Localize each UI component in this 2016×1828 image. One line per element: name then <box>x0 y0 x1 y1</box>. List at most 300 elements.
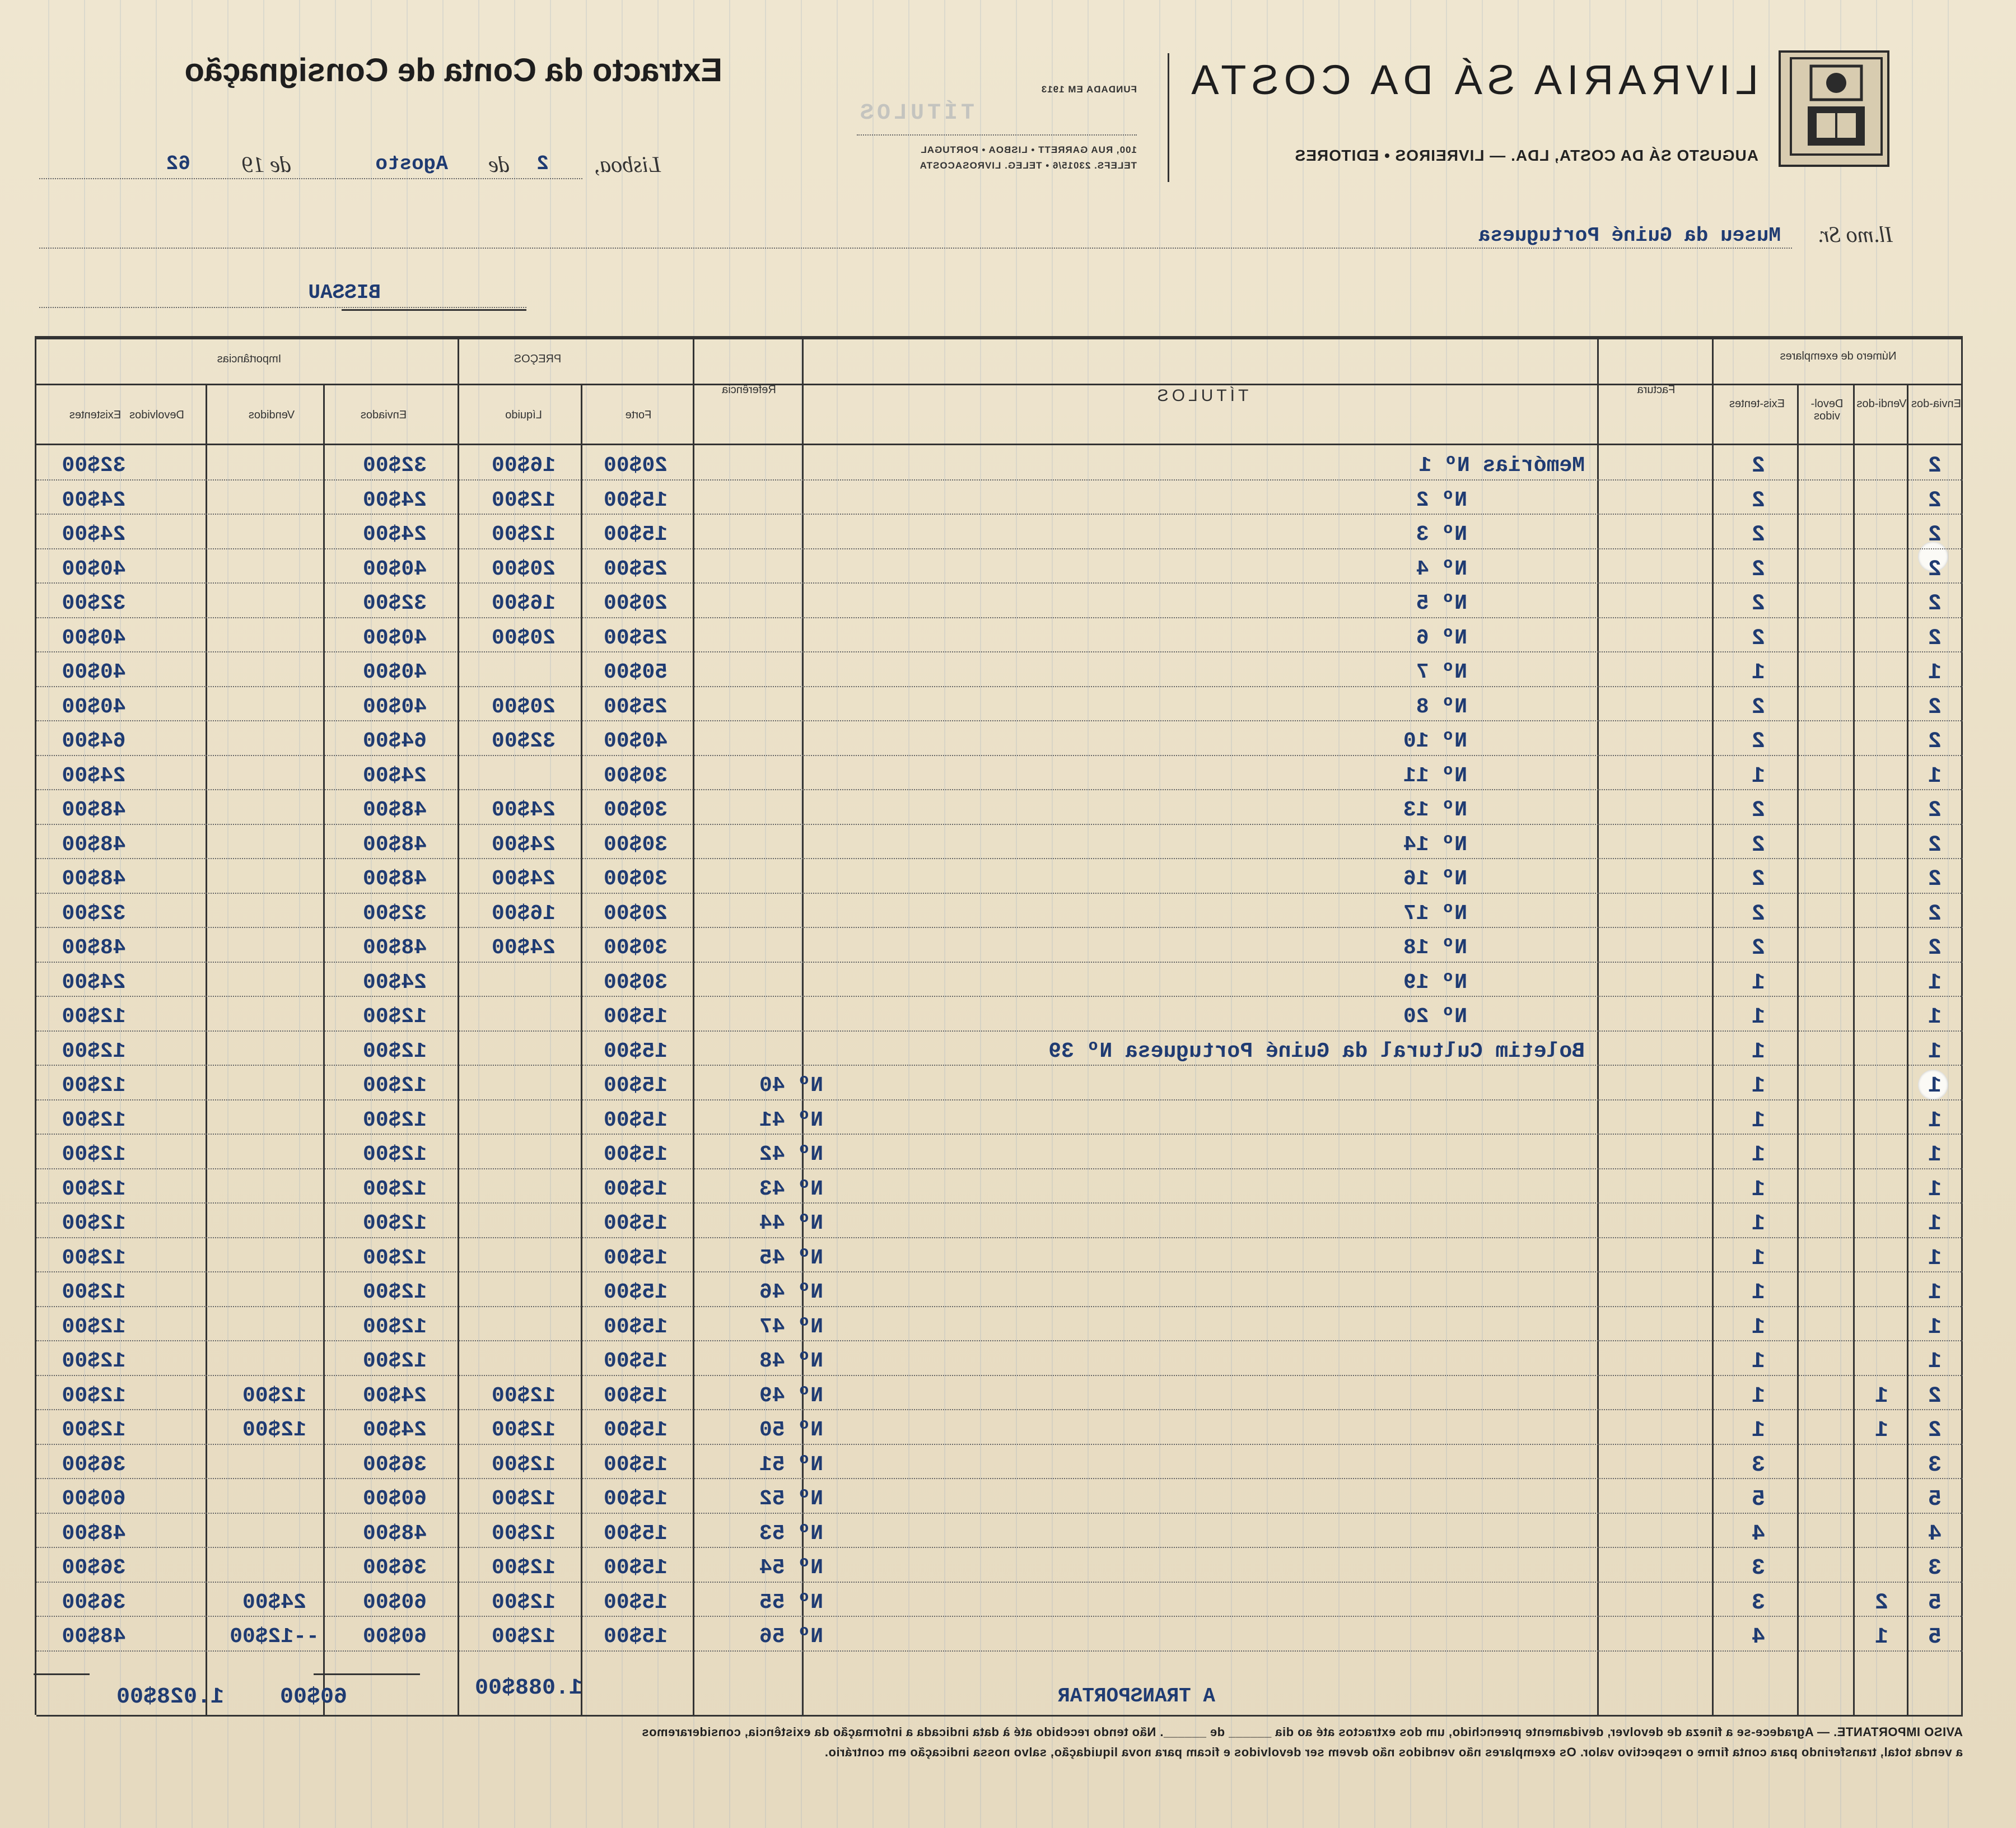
date-year-prefix: de 19 <box>242 152 291 177</box>
row-rule <box>36 789 1963 790</box>
row-rule <box>36 1237 1963 1238</box>
cell-existentes: 3 <box>1752 1556 1766 1581</box>
rule <box>857 134 1137 136</box>
cell-titulo: Nº 49 <box>759 1383 823 1408</box>
cell-imp-enviados: 36$00 <box>362 1452 427 1477</box>
cell-existentes: 4 <box>1752 1521 1766 1547</box>
cell-imp-enviados: 48$00 <box>362 936 427 960</box>
cell-titulo: Nº 40 <box>759 1074 823 1098</box>
cell-forte: 15$00 <box>603 1177 668 1201</box>
cell-forte: 20$00 <box>603 454 668 478</box>
cell-imp-existentes: 48$00 <box>62 1625 126 1649</box>
cell-forte: 25$00 <box>603 626 668 650</box>
cell-imp-enviados: 48$00 <box>362 867 427 891</box>
cell-enviados: 3 <box>1928 1452 1942 1478</box>
cell-liquido: 32$00 <box>491 729 556 753</box>
founded-text: FUNDADA EM 1913 <box>1040 84 1137 95</box>
cell-liquido: 12$00 <box>491 1383 556 1408</box>
cell-existentes: 2 <box>1752 832 1766 858</box>
cell-liquido: 12$00 <box>491 1521 556 1546</box>
rule <box>342 309 526 311</box>
cell-imp-enviados: 48$00 <box>362 798 427 822</box>
cell-existentes: 2 <box>1752 936 1766 961</box>
cell-enviados: 2 <box>1928 454 1942 479</box>
cell-forte: 15$00 <box>603 1005 668 1029</box>
cell-forte: 30$00 <box>603 832 668 857</box>
cell-existentes: 2 <box>1752 867 1766 892</box>
cell-enviados: 5 <box>1928 1487 1942 1512</box>
row-rule <box>36 582 1963 584</box>
cell-titulo: Nº 42 <box>759 1142 823 1167</box>
company-subtitle: AUGUSTO SÁ DA COSTA, LDA. — LIVREIROS • EDITORES <box>1294 147 1758 164</box>
cell-enviados: 2 <box>1928 523 1942 548</box>
cell-existentes: 1 <box>1752 970 1766 996</box>
cell-existentes: 1 <box>1752 1314 1766 1340</box>
cell-existentes: 1 <box>1752 1005 1766 1030</box>
cell-titulo: Boletim Cultural da Guiné Portuguesa Nº 39 <box>1048 1039 1585 1064</box>
cell-existentes: 2 <box>1752 694 1766 720</box>
row-rule <box>36 1513 1963 1514</box>
cell-forte: 15$00 <box>603 1487 668 1511</box>
cell-existentes: 1 <box>1752 1177 1766 1202</box>
cell-existentes: 1 <box>1752 1142 1766 1168</box>
grid-line <box>1804 0 1805 1828</box>
grid-line <box>192 0 193 1828</box>
cell-forte: 30$00 <box>603 798 668 822</box>
grid-line <box>1697 0 1698 1828</box>
cell-vendidos: 1 <box>1875 1383 1889 1409</box>
address-line-2: TELEFS. 23015/6 • TELEG. LIVROSACOSTA <box>919 160 1137 171</box>
cell-vendidos: 1 <box>1875 1418 1889 1443</box>
cell-enviados: 1 <box>1928 1246 1942 1271</box>
cell-forte: 15$00 <box>603 1280 668 1304</box>
cell-liquido: 16$00 <box>491 901 556 926</box>
cell-imp-existentes: 48$00 <box>62 832 126 857</box>
grid-line <box>227 0 228 1828</box>
cell-enviados: 2 <box>1928 694 1942 720</box>
row-rule <box>36 686 1963 687</box>
row-rule <box>36 720 1963 721</box>
cell-imp-enviados: 48$00 <box>362 832 427 857</box>
cell-existentes: 4 <box>1752 1625 1766 1650</box>
address-line-1: 100, RUA GARRETT • LISBOA • PORTUGAL <box>920 144 1137 155</box>
col-existentes: Exis-tentes <box>1729 398 1785 410</box>
cell-imp-enviados: 32$00 <box>362 591 427 615</box>
cell-titulo: Nº 56 <box>759 1625 823 1649</box>
cell-titulo: Nº 2 <box>1416 488 1467 512</box>
cell-imp-existentes: 12$00 <box>62 1177 126 1201</box>
cell-enviados: 1 <box>1928 1211 1942 1237</box>
cell-liquido: 20$00 <box>491 694 556 719</box>
cell-titulo: Nº 6 <box>1416 626 1467 650</box>
cell-enviados: 1 <box>1928 1349 1942 1374</box>
cell-titulo: Nº 41 <box>759 1108 823 1132</box>
cell-imp-existentes: 12$00 <box>62 1039 126 1064</box>
cell-imp-existentes: 36$00 <box>62 1556 126 1580</box>
row-rule <box>36 1547 1963 1548</box>
row-rule <box>36 1202 1963 1204</box>
cell-imp-enviados: 12$00 <box>362 1280 427 1304</box>
cell-imp-existentes: 48$00 <box>62 798 126 822</box>
cell-existentes: 1 <box>1752 1246 1766 1271</box>
cell-forte: 30$00 <box>603 936 668 960</box>
col-vendidos: Vendi-dos <box>1856 398 1907 410</box>
column-divider <box>1961 336 1963 1715</box>
cell-imp-existentes: 12$00 <box>62 1314 126 1339</box>
cell-existentes: 2 <box>1752 557 1766 582</box>
cell-enviados: 1 <box>1928 1108 1942 1134</box>
recipient-name: Museu da Guiné Portuguesa <box>1478 224 1781 247</box>
cell-imp-existentes: 36$00 <box>62 1452 126 1477</box>
cell-enviados: 2 <box>1928 488 1942 514</box>
cell-existentes: 1 <box>1752 1039 1766 1065</box>
cell-forte: 15$00 <box>603 1383 668 1408</box>
grid-line <box>729 0 730 1828</box>
place-label: Lisboa, <box>594 152 661 177</box>
cell-imp-existentes: 12$00 <box>62 1383 126 1408</box>
row-rule <box>36 1065 1963 1066</box>
cell-liquido: 24$00 <box>491 867 556 891</box>
cell-enviados: 5 <box>1928 1625 1942 1650</box>
cell-forte: 30$00 <box>603 970 668 995</box>
total-label: A TRANSPORTAR <box>1058 1685 1215 1708</box>
cell-forte: 30$00 <box>603 763 668 788</box>
cell-imp-existentes: 40$00 <box>62 660 126 684</box>
date-month: Agosto <box>375 152 448 175</box>
table-top-rule <box>36 336 1963 339</box>
cell-enviados: 2 <box>1928 626 1942 651</box>
city-line <box>39 307 526 308</box>
cell-titulo: Nº 18 <box>1403 936 1467 960</box>
row-rule <box>36 824 1963 825</box>
cell-enviados: 2 <box>1928 798 1942 823</box>
cell-forte: 15$00 <box>603 1246 668 1270</box>
grid-line <box>299 0 300 1828</box>
col-group-importancias: Importâncias <box>217 353 282 365</box>
column-divider <box>1712 336 1714 1715</box>
notice-line-2: a venda total, transferindo para conta firme o respectivo valor. Os exemplares não vendidos não devem ser devolvidos e ficam para nova liquidação, salvo nossa indicação em contrário. <box>824 1745 1963 1759</box>
row-rule <box>36 479 1963 481</box>
cell-enviados: 1 <box>1928 1314 1942 1340</box>
cell-imp-existentes: 40$00 <box>62 557 126 581</box>
cell-enviados: 2 <box>1928 1418 1942 1443</box>
cell-forte: 15$00 <box>603 1590 668 1615</box>
cell-imp-vendidos: 12$00 <box>242 1418 307 1442</box>
cell-titulo: Nº 44 <box>759 1211 823 1235</box>
grid-line <box>1661 0 1662 1828</box>
cell-titulo: Nº 47 <box>759 1314 823 1339</box>
grid-line <box>765 0 766 1828</box>
cell-existentes: 2 <box>1752 591 1766 617</box>
cell-titulo: Nº 7 <box>1416 660 1467 684</box>
cell-imp-enviados: 12$00 <box>362 1314 427 1339</box>
cell-imp-existentes: 12$00 <box>62 1142 126 1167</box>
cell-imp-enviados: 60$00 <box>362 1590 427 1615</box>
cell-imp-enviados: 40$00 <box>362 626 427 650</box>
cell-liquido: 12$00 <box>491 1487 556 1511</box>
cell-forte: 15$00 <box>603 1349 668 1373</box>
cell-imp-enviados: 24$00 <box>362 970 427 995</box>
row-rule <box>36 1030 1963 1032</box>
cell-liquido: 20$00 <box>491 557 556 581</box>
row-rule <box>36 1271 1963 1272</box>
col-factura: Factura <box>1637 384 1676 396</box>
cell-existentes: 1 <box>1752 1418 1766 1443</box>
row-rule <box>36 755 1963 756</box>
cell-titulo: Nº 14 <box>1403 832 1467 857</box>
cell-liquido: 12$00 <box>491 1590 556 1615</box>
cell-imp-enviados: 12$00 <box>362 1177 427 1201</box>
row-rule <box>36 1340 1963 1341</box>
cell-imp-enviados: 40$00 <box>362 694 427 719</box>
date-day: 2 <box>536 152 549 175</box>
col-devolvidos: Devol-vidos <box>1810 398 1844 422</box>
cell-imp-existentes: 32$00 <box>62 901 126 926</box>
cell-titulo: Nº 13 <box>1403 798 1467 822</box>
cell-imp-existentes: 48$00 <box>62 936 126 960</box>
cell-forte: 15$00 <box>603 1314 668 1339</box>
cell-imp-enviados: 24$00 <box>362 763 427 788</box>
cell-enviados: 2 <box>1928 936 1942 961</box>
cell-titulo: Nº 4 <box>1416 557 1467 581</box>
cell-imp-enviados: 12$00 <box>362 1349 427 1373</box>
cell-titulo: Nº 3 <box>1416 523 1467 547</box>
cell-imp-vendidos: --12$00 <box>230 1625 319 1649</box>
cell-imp-existentes: 24$00 <box>62 763 126 788</box>
row-rule <box>36 1478 1963 1479</box>
grid-line <box>263 0 264 1828</box>
cell-enviados: 1 <box>1928 1177 1942 1202</box>
row-rule <box>36 1616 1963 1617</box>
table-bottom-rule <box>36 1715 1963 1717</box>
cell-imp-vendidos: 24$00 <box>242 1590 307 1615</box>
cell-titulo: Nº 43 <box>759 1177 823 1201</box>
cell-imp-enviados: 24$00 <box>362 1418 427 1442</box>
cell-imp-existentes: 12$00 <box>62 1005 126 1029</box>
cell-existentes: 1 <box>1752 660 1766 686</box>
header-bottom-rule <box>36 444 1963 445</box>
cell-imp-existentes: 40$00 <box>62 626 126 650</box>
cell-titulo: Nº 51 <box>759 1452 823 1477</box>
cell-imp-enviados: 12$00 <box>362 1039 427 1064</box>
recipient-label: Il.mo Sr. <box>1817 222 1893 247</box>
col-imp-enviados: Enviados <box>360 409 407 421</box>
cell-enviados: 2 <box>1928 832 1942 858</box>
bleed-through-heading: TÍTULOS <box>856 101 974 126</box>
cell-titulo: Nº 53 <box>759 1521 823 1546</box>
cell-enviados: 4 <box>1928 1521 1942 1547</box>
col-imp-vendidos: Vendidos <box>248 409 295 421</box>
row-rule <box>36 1306 1963 1307</box>
cell-forte: 15$00 <box>603 1074 668 1098</box>
cell-forte: 15$00 <box>603 523 668 547</box>
cell-forte: 15$00 <box>603 1108 668 1132</box>
cell-imp-existentes: 32$00 <box>62 591 126 615</box>
row-rule <box>36 893 1963 894</box>
cell-titulo: Nº 8 <box>1416 694 1467 719</box>
cell-enviados: 2 <box>1928 867 1942 892</box>
cell-existentes: 2 <box>1752 901 1766 927</box>
row-rule <box>36 1375 1963 1376</box>
cell-forte: 15$00 <box>603 1556 668 1580</box>
cell-forte: 40$00 <box>603 729 668 753</box>
cell-imp-enviados: 24$00 <box>362 1383 427 1408</box>
cell-imp-existentes: 48$00 <box>62 867 126 891</box>
cell-liquido: 12$00 <box>491 1625 556 1649</box>
cell-imp-enviados: 24$00 <box>362 488 427 512</box>
row-rule <box>36 548 1963 549</box>
cell-imp-existentes: 24$00 <box>62 970 126 995</box>
cell-liquido: 12$00 <box>491 523 556 547</box>
cell-forte: 15$00 <box>603 488 668 512</box>
cell-imp-enviados: 12$00 <box>362 1246 427 1270</box>
cell-existentes: 3 <box>1752 1452 1766 1478</box>
cell-imp-enviados: 12$00 <box>362 1005 427 1029</box>
cell-titulo: Nº 52 <box>759 1487 823 1511</box>
cell-forte: 15$00 <box>603 1625 668 1649</box>
cell-liquido: 16$00 <box>491 454 556 478</box>
cell-existentes: 1 <box>1752 1211 1766 1237</box>
total-imp-enviados: 1.088$00 <box>474 1676 582 1701</box>
rule <box>34 1673 90 1675</box>
row-rule <box>36 1444 1963 1445</box>
cell-titulo: Nº 16 <box>1403 867 1467 891</box>
cell-forte: 15$00 <box>603 1039 668 1064</box>
cell-enviados: 2 <box>1928 557 1942 582</box>
col-group-precos: PREÇOS <box>514 353 562 365</box>
col-titulos: TÍTULOS <box>1154 386 1249 405</box>
cell-existentes: 2 <box>1752 798 1766 823</box>
date-line <box>39 178 582 179</box>
cell-forte: 20$00 <box>603 591 668 615</box>
date-year: 62 <box>166 152 190 175</box>
cell-imp-existentes: 24$00 <box>62 523 126 547</box>
cell-imp-enviados: 12$00 <box>362 1142 427 1167</box>
row-rule <box>36 1168 1963 1169</box>
cell-imp-enviados: 32$00 <box>362 454 427 478</box>
row-rule <box>36 1650 1963 1652</box>
cell-forte: 50$00 <box>603 660 668 684</box>
cell-liquido: 16$00 <box>491 591 556 615</box>
cell-forte: 25$00 <box>603 557 668 581</box>
cell-enviados: 1 <box>1928 1280 1942 1305</box>
recipient-city: BISSAU <box>308 281 381 304</box>
cell-imp-existentes: 12$00 <box>62 1074 126 1098</box>
cell-enviados: 1 <box>1928 1039 1942 1065</box>
cell-titulo: Nº 55 <box>759 1590 823 1615</box>
cell-titulo: Nº 19 <box>1403 970 1467 995</box>
cell-forte: 30$00 <box>603 867 668 891</box>
column-divider <box>1597 336 1599 1715</box>
cell-existentes: 2 <box>1752 488 1766 514</box>
cell-existentes: 1 <box>1752 1349 1766 1374</box>
cell-titulo: Nº 10 <box>1403 729 1467 753</box>
cell-titulo: Nº 48 <box>759 1349 823 1373</box>
cell-imp-existentes: 12$00 <box>62 1211 126 1235</box>
cell-imp-enviados: 12$00 <box>362 1211 427 1235</box>
row-rule <box>36 996 1963 997</box>
row-rule <box>36 927 1963 928</box>
grid-line <box>1840 0 1841 1828</box>
col-enviados: Envia-dos <box>1911 398 1961 410</box>
cell-imp-existentes: 48$00 <box>62 1521 126 1546</box>
cell-vendidos: 2 <box>1875 1590 1889 1616</box>
cell-liquido: 12$00 <box>491 488 556 512</box>
cell-vendidos: 1 <box>1875 1625 1889 1650</box>
cell-titulo: Nº 20 <box>1403 1005 1467 1029</box>
col-referencia: Referência <box>722 384 776 396</box>
cell-liquido: 24$00 <box>491 798 556 822</box>
col-imp-devolvidos: Devolvidos <box>129 409 184 421</box>
cell-imp-vendidos: 12$00 <box>242 1383 307 1408</box>
cell-liquido: 24$00 <box>491 832 556 857</box>
cell-existentes: 3 <box>1752 1590 1766 1616</box>
cell-titulo: Nº 54 <box>759 1556 823 1580</box>
row-rule <box>36 1134 1963 1135</box>
cell-imp-existentes: 64$00 <box>62 729 126 753</box>
cell-imp-enviados: 60$00 <box>362 1487 427 1511</box>
cell-existentes: 2 <box>1752 729 1766 754</box>
cell-imp-existentes: 40$00 <box>62 694 126 719</box>
cell-existentes: 2 <box>1752 454 1766 479</box>
cell-existentes: 2 <box>1752 523 1766 548</box>
row-rule <box>36 514 1963 515</box>
cell-enviados: 1 <box>1928 970 1942 996</box>
statement-title: Extracto da Conta de Consignação <box>184 52 722 88</box>
row-rule <box>36 651 1963 652</box>
cell-enviados: 3 <box>1928 1556 1942 1581</box>
cell-enviados: 1 <box>1928 763 1942 789</box>
cell-titulo: Nº 5 <box>1416 591 1467 615</box>
cell-titulo: Nº 46 <box>759 1280 823 1304</box>
row-rule <box>36 617 1963 618</box>
cell-enviados: 1 <box>1928 1142 1942 1168</box>
cell-existentes: 2 <box>1752 626 1766 651</box>
column-divider <box>35 336 36 1715</box>
cell-imp-existentes: 32$00 <box>62 454 126 478</box>
cell-imp-enviados: 12$00 <box>362 1074 427 1098</box>
cell-liquido: 20$00 <box>491 626 556 650</box>
grid-line <box>1625 0 1626 1828</box>
cell-enviados: 2 <box>1928 901 1942 927</box>
col-group-numero-exemplares: Número de exemplares <box>1780 350 1897 362</box>
cell-imp-existentes: 12$00 <box>62 1108 126 1132</box>
cell-liquido: 12$00 <box>491 1452 556 1477</box>
cell-imp-enviados: 12$00 <box>362 1108 427 1132</box>
cell-enviados: 2 <box>1928 591 1942 617</box>
rule <box>314 1673 420 1675</box>
cell-titulo: Nº 17 <box>1403 901 1467 926</box>
cell-existentes: 1 <box>1752 1280 1766 1305</box>
grid-line <box>1589 0 1590 1828</box>
cell-forte: 25$00 <box>603 694 668 719</box>
cell-forte: 15$00 <box>603 1418 668 1442</box>
cell-imp-existentes: 12$00 <box>62 1349 126 1373</box>
col-imp-existentes: Existentes <box>69 409 122 421</box>
row-rule <box>36 858 1963 859</box>
cell-existentes: 1 <box>1752 1074 1766 1099</box>
grid-line <box>156 0 157 1828</box>
cell-imp-enviados: 32$00 <box>362 901 427 926</box>
cell-imp-existentes: 12$00 <box>62 1246 126 1270</box>
cell-enviados: 2 <box>1928 729 1942 754</box>
cell-existentes: 1 <box>1752 1108 1766 1134</box>
date-de-label: de <box>488 152 510 177</box>
company-name: LIVRARIA SÁ DA COSTA <box>1186 57 1758 103</box>
cell-forte: 15$00 <box>603 1452 668 1477</box>
cell-imp-existentes: 36$00 <box>62 1590 126 1615</box>
cell-forte: 15$00 <box>603 1521 668 1546</box>
